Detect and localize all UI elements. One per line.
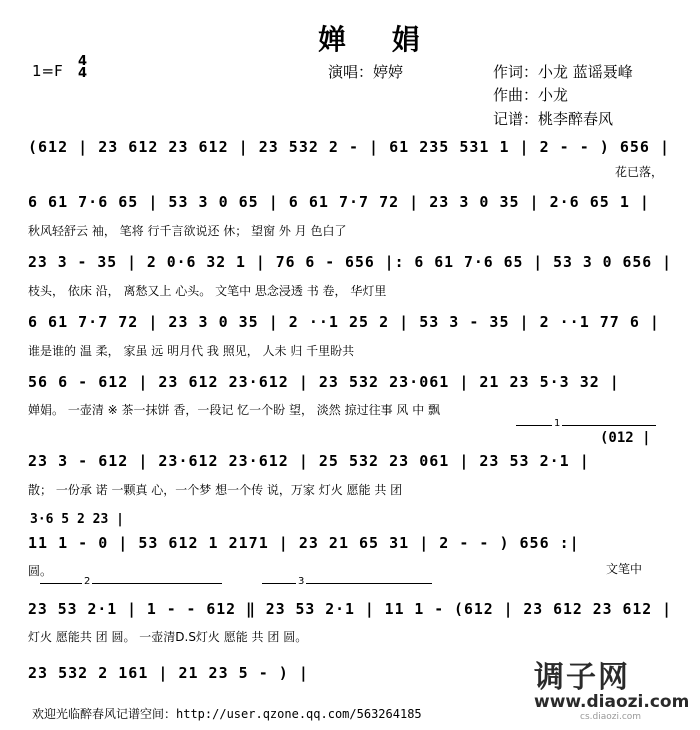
lyric-line-7-end: 文笔中 [606, 562, 643, 576]
time-denominator: 4 [78, 66, 88, 81]
music-line-8: 23 53 2·1 | 1 - - 612 ‖ 23 53 2·1 | 11 1 - (612 | 23 612 23 612 | [28, 600, 672, 618]
key-signature: 1=F [32, 62, 63, 80]
lyric-line-8: 灯火 愿能共 团 圆。 一壶清D.S灯火 愿能 共 团 圆。 [28, 630, 308, 644]
volta-number-3: 3 [298, 576, 305, 587]
music-line-2: 6 61 7·6 65 | 53 3 0 65 | 6 61 7·7 72 | 23 3 0 35 | 2·6 65 1 | [28, 193, 650, 211]
volta-number-2: 2 [84, 576, 91, 587]
singer-credit: 演唱：婷婷 [328, 63, 404, 81]
time-signature [78, 56, 87, 80]
music-line-4: 6 61 7·7 72 | 23 3 0 35 | 2 ··1 25 2 | 53 3 - 35 | 2 ··1 77 6 | [28, 313, 660, 331]
watermark-url: www.diaozi.com [534, 692, 690, 712]
music-line-3: 23 3 - 35 | 2 0·6 32 1 | 76 6 - 656 |: 6 61 7·6 65 | 53 3 0 656 | [28, 253, 672, 271]
lyric-line-5: 婵娟。 一壶清 ※ 茶一抹饼 香，一段记 忆一个盼 望， 淡然 掠过往事 风 中 飘 [28, 403, 441, 417]
music-line-7: 11 1 - 0 | 53 612 1 2171 | 23 21 65 31 | 2 - - ) 656 :| [28, 534, 580, 552]
footer-credit: 欢迎光临醉春风记谱空间：http://user.qzone.qq.com/563264185 [32, 707, 422, 721]
volta-bracket-1 [516, 418, 656, 429]
lyric-line-1: 花已落， [615, 165, 664, 179]
music-line-5: 56 6 - 612 | 23 612 23·612 | 23 532 23·061 | 21 23 5·3 32 | [28, 373, 620, 391]
lyric-line-2: 秋风轻舒云 袖， 笔将 行千言欲说还 休； 望窗 外 月 色白了 [28, 224, 347, 238]
time-numerator: 4 [78, 54, 88, 69]
page-title: 婵 娟 [318, 23, 438, 56]
watermark-logo: 调子网 [534, 660, 630, 695]
music-line-9: 23 532 2 161 | 21 23 5 - ) | [28, 664, 309, 682]
volta-bracket-2 [40, 576, 222, 587]
lyric-line-3: 枝头， 依床 沿， 离愁又上 心头。 文笔中 思念浸透 书 卷， 华灯里 [28, 284, 387, 298]
pickup-notes: (012 | [600, 430, 651, 446]
lyric-line-4: 谁是谁的 温 柔， 家虽 远 明月代 我 照见， 人未 归 千里盼共 [28, 344, 355, 358]
volta-bracket-3 [262, 576, 432, 587]
lyric-line-7: 圆。 [28, 564, 53, 578]
transcriber-credit: 记谱：桃李醉春风 [493, 110, 614, 128]
lyricist-credit: 作词：小龙 蓝谣聂峰 [493, 63, 633, 81]
music-line-1: (612 | 23 612 23 612 | 23 532 2 - | 61 235 531 1 | 2 - - ) 656 | [28, 138, 670, 156]
volta-number-1: 1 [554, 418, 561, 429]
alternate-notes: 3·6 5 2 23 | [30, 512, 124, 527]
music-line-6: 23 3 - 612 | 23·612 23·612 | 25 532 23 061 | 23 53 2·1 | [28, 452, 590, 470]
watermark-stamp: cs.diaozi.com [580, 712, 642, 722]
lyric-line-6: 散； 一份承 诺 一颗真 心，一个梦 想一个传 说，万家 灯火 愿能 共 团 [28, 483, 403, 497]
composer-credit: 作曲：小龙 [493, 86, 569, 104]
